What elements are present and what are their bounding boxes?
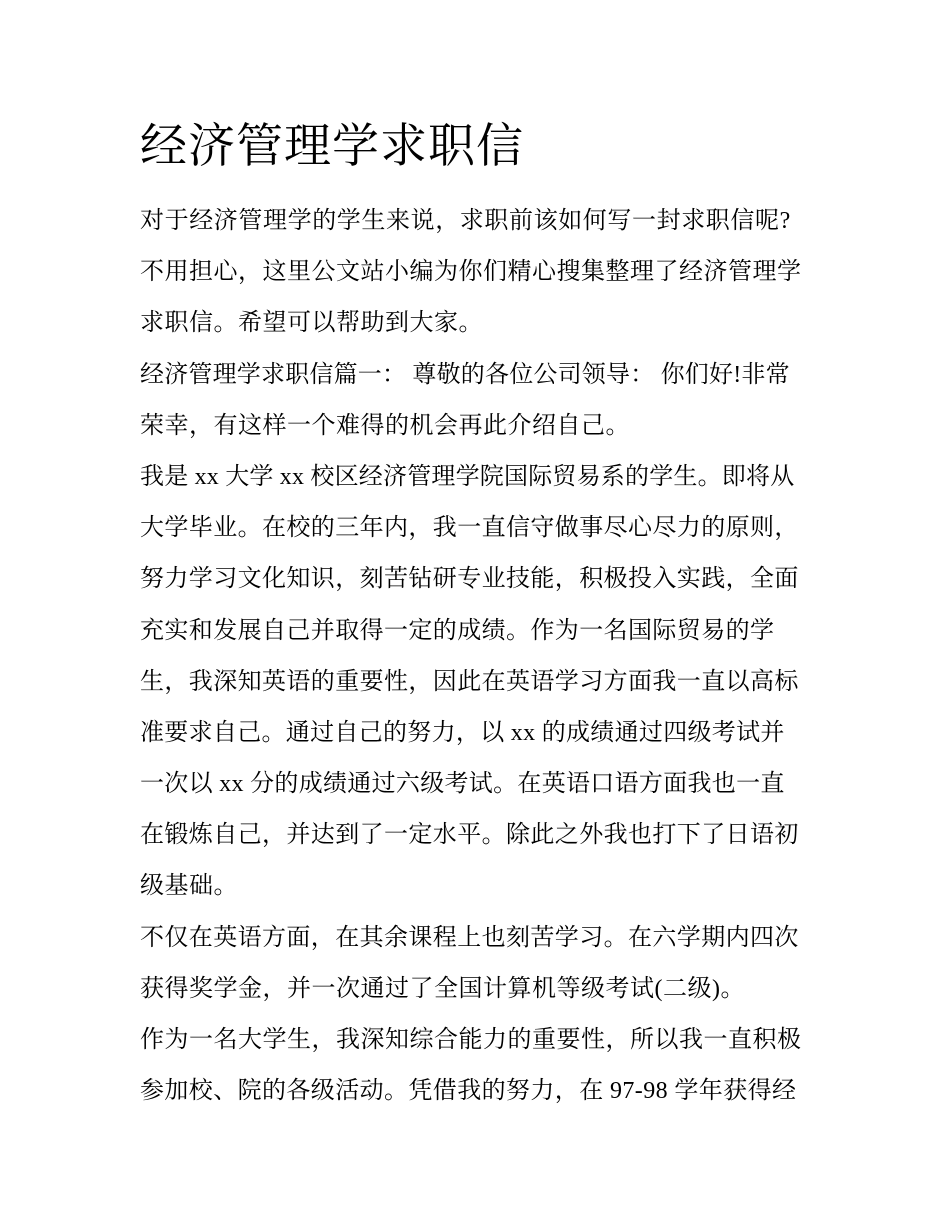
paragraph-line: 经济管理学求职信篇一： 尊敬的各位公司领导： 你们好!非常 (140, 361, 790, 388)
paragraph-line: 一次以 xx 分的成绩通过六级考试。在英语口语方面我也一直 (140, 771, 785, 798)
paragraph-line: 获得奖学金，并一次通过了全国计算机等级考试(二级)。 (140, 975, 745, 1002)
paragraph-line: 在锻炼自己，并达到了一定水平。除此之外我也打下了日语初 (140, 822, 799, 849)
paragraph-line: 级基础。 (140, 873, 238, 900)
paragraph-line: 参加校、院的各级活动。凭借我的努力，在 97-98 学年获得经 (140, 1078, 797, 1105)
paragraph-line: 准要求自己。通过自己的努力，以 xx 的成绩通过四级考试并 (140, 719, 785, 746)
paragraph-line: 求职信。希望可以帮助到大家。 (140, 310, 483, 337)
paragraph-line: 充实和发展自己并取得一定的成绩。作为一名国际贸易的学 (140, 617, 775, 644)
document-body (140, 196, 820, 1117)
document-title: 经济管理学求职信 (140, 121, 524, 173)
paragraph-line: 不仅在英语方面，在其余课程上也刻苦学习。在六学期内四次 (140, 924, 799, 951)
paragraph-line: 生，我深知英语的重要性，因此在英语学习方面我一直以高标 (140, 668, 799, 695)
paragraph-line: 努力学习文化知识，刻苦钻研专业技能，积极投入实践，全面 (140, 566, 799, 593)
paragraph-line: 我是 xx 大学 xx 校区经济管理学院国际贸易系的学生。即将从 (140, 463, 795, 490)
paragraph-line: 荣幸，有这样一个难得的机会再此介绍自己。 (140, 412, 630, 439)
paragraph-line: 作为一名大学生，我深知综合能力的重要性，所以我一直积极 (140, 1027, 802, 1053)
paragraph-line: 大学毕业。在校的三年内，我一直信守做事尽心尽力的原则， (140, 515, 799, 542)
paragraph-line: 不用担心，这里公文站小编为你们精心搜集整理了经济管理学 (140, 259, 802, 286)
paragraph-line: 对于经济管理学的学生来说，求职前该如何写一封求职信呢? (140, 208, 791, 234)
